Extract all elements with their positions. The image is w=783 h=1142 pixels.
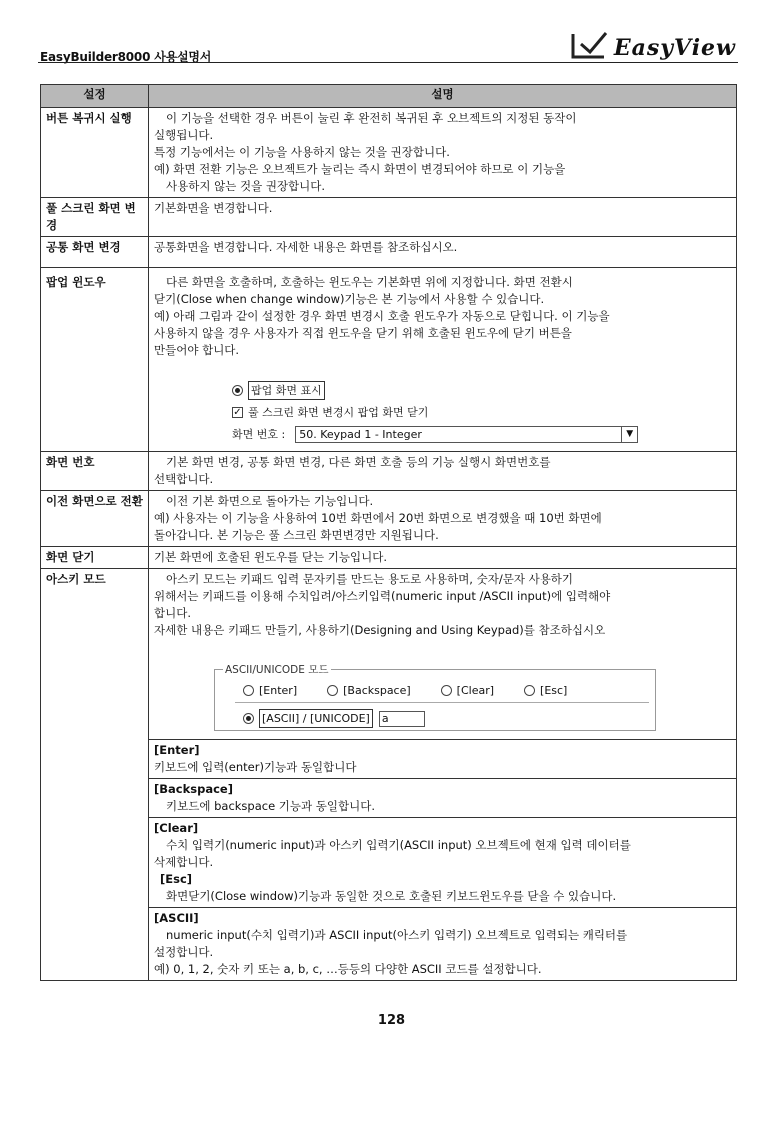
desc-line: 만들어야 합니다. <box>154 343 240 357</box>
desc-line: 예) 사용자는 이 기능을 사용하여 10번 화면에서 20번 화면으로 변경했을 때 10번 화면에 <box>154 511 602 525</box>
desc-line: 예) 아래 그림과 같이 설정한 경우 화면 변경시 호출 윈도우가 자동으로 닫힙니다. 이 기능을 <box>154 309 610 323</box>
desc-line: 삭제합니다. <box>154 855 214 869</box>
setting-description <box>149 268 737 452</box>
subsection-title: [Clear] <box>154 821 199 835</box>
desc-line: 실행됩니다. <box>154 128 214 142</box>
desc-line: 키보드에 backspace 기능과 동일합니다. <box>166 799 375 813</box>
table-row <box>41 569 737 740</box>
screen-number-select[interactable] <box>295 426 638 443</box>
setting-name: 아스키 모드 <box>41 569 149 981</box>
subsection-title: [Backspace] <box>154 782 233 796</box>
table-row <box>41 452 737 491</box>
subsection-title: [ASCII] <box>154 911 199 925</box>
ascii-mode-group <box>214 664 656 731</box>
table-row <box>41 268 737 452</box>
radio-button-icon[interactable] <box>441 685 452 696</box>
desc-line: 예) 0, 1, 2, 숫자 키 또는 a, b, c, …등등의 다양한 ASCII 코드를 설정합니다. <box>154 962 542 976</box>
option-label: [Esc] <box>540 684 568 697</box>
setting-description <box>149 779 737 818</box>
setting-description <box>149 108 737 198</box>
table-header-row <box>41 85 737 108</box>
desc-line: 합니다. <box>154 606 191 620</box>
setting-description <box>149 740 737 779</box>
option-backspace[interactable] <box>327 682 411 699</box>
manual-title: EasyBuilder8000 사용설명서 <box>40 50 212 64</box>
subsection-title: [Esc] <box>160 872 193 886</box>
column-header-setting: 설정 <box>41 85 149 108</box>
radio-button-icon[interactable] <box>243 713 254 724</box>
desc-line: 닫기(Close when change window)기능은 본 기능에서 사용할 수 있습니다. <box>154 292 545 306</box>
setting-description <box>149 818 737 908</box>
ascii-value-field[interactable]: a <box>379 711 425 727</box>
setting-name: 버튼 복귀시 실행 <box>41 108 149 198</box>
radio-button-icon[interactable] <box>243 685 254 696</box>
table-row <box>41 108 737 198</box>
setting-name: 화면 닫기 <box>41 547 149 569</box>
radio-button-icon[interactable] <box>327 685 338 696</box>
setting-name: 풀 스크린 화면 변경 <box>41 198 149 237</box>
desc-line: 설정합니다. <box>154 945 214 959</box>
radio-button-icon[interactable] <box>232 385 243 396</box>
option-label: [Clear] <box>456 684 495 697</box>
desc-line: 아스키 모드는 키패드 입력 문자키를 만드는 용도로 사용하며, 숫자/문자 사용하기 <box>166 572 574 586</box>
screen-number-value: 50. Keypad 1 - Integer <box>299 427 422 441</box>
subsection-title: [Enter] <box>154 743 200 757</box>
desc-line: 이전 기본 화면으로 돌아가는 기능입니다. <box>166 494 374 508</box>
desc-line: 사용하지 않는 것을 권장합니다. <box>166 179 326 193</box>
desc-line: numeric input(수치 입력기)과 ASCII input(아스키 입력기) 오브젝트로 입력되는 캐릭터를 <box>166 928 628 942</box>
desc-line: 자세한 내용은 키패드 만들기, 사용하기(Designing and Using Keypad)를 참조하십시오 <box>154 623 606 637</box>
setting-name: 이전 화면으로 전환 <box>41 491 149 547</box>
dropdown-arrow-icon[interactable]: ▼ <box>621 427 637 442</box>
setting-description <box>149 908 737 981</box>
setting-description <box>149 491 737 547</box>
desc-line: 이 기능을 선택한 경우 버튼이 눌린 후 완전히 복귀된 후 오브젝트의 지정된 동작이 <box>166 111 577 125</box>
page-header <box>38 26 738 64</box>
settings-table <box>40 84 737 981</box>
ascii-options <box>243 682 597 699</box>
setting-description: 기본화면을 변경합니다. <box>149 198 737 237</box>
desc-line: 키보드에 입력(enter)기능과 동일합니다 <box>154 760 357 774</box>
screen-number-row <box>232 423 731 445</box>
popup-checkbox-row[interactable] <box>232 401 731 423</box>
option-clear[interactable] <box>441 682 494 699</box>
popup-radio-row[interactable] <box>232 379 731 401</box>
ascii-group-title: ASCII/UNICODE 모드 <box>223 662 331 679</box>
setting-description: 공통화면을 변경합니다. 자세한 내용은 화면를 참조하십시오. <box>149 237 737 268</box>
setting-name: 공통 화면 변경 <box>41 237 149 268</box>
table-row <box>41 491 737 547</box>
desc-line: 화면닫기(Close window)기능과 동일한 것으로 호출된 키보드윈도우를 닫을 수 있습니다. <box>166 889 617 903</box>
desc-line: 선택합니다. <box>154 472 214 486</box>
desc-line: 특정 기능에서는 이 기능을 사용하지 않는 것을 권장합니다. <box>154 145 450 159</box>
setting-description <box>149 452 737 491</box>
desc-line: 돌아갑니다. 본 기능은 풀 스크린 화면변경만 지원됩니다. <box>154 528 439 542</box>
checkbox-checked-icon[interactable]: ✓ <box>233 406 242 418</box>
setting-name: 팝업 윈도우 <box>41 268 149 452</box>
option-label: [ASCII] / [UNICODE] <box>259 709 373 728</box>
option-esc[interactable] <box>524 682 567 699</box>
page-number: 128 <box>377 1013 406 1028</box>
option-label: [Enter] <box>259 684 298 697</box>
popup-radio-label: 팝업 화면 표시 <box>248 381 325 400</box>
divider <box>235 702 649 703</box>
setting-name: 화면 번호 <box>41 452 149 491</box>
desc-line: 수치 입력기(numeric input)과 아스키 입력기(ASCII input) 오브젝트에 현재 입력 데이터를 <box>166 838 631 852</box>
table-row <box>41 547 737 569</box>
desc-line: 다른 화면을 호출하며, 호출하는 윈도우는 기본화면 위에 지정합니다. 화면 전환시 <box>166 275 573 289</box>
setting-description <box>149 569 737 740</box>
popup-checkbox-label: 풀 스크린 화면 변경시 팝업 화면 닫기 <box>248 405 429 419</box>
screen-number-label: 화면 번호 : <box>232 427 286 441</box>
option-enter[interactable] <box>243 682 297 699</box>
option-ascii[interactable] <box>243 709 425 728</box>
header-rule <box>38 62 738 63</box>
table-row <box>41 237 737 268</box>
desc-line: 예) 화면 전환 기능은 오브젝트가 눌리는 즉시 화면이 변경되어야 하므로 이 기능을 <box>154 162 566 176</box>
desc-line: 위해서는 키패드를 이용해 수치입려/아스키입력(numeric input /ASCII input)에 입력해야 <box>154 589 611 603</box>
column-header-description: 설명 <box>149 85 737 108</box>
setting-description: 기본 화면에 호출된 윈도우를 닫는 기능입니다. <box>149 547 737 569</box>
option-label: [Backspace] <box>343 684 411 697</box>
brand-name: EasyView <box>613 35 736 61</box>
brand-logo <box>570 26 736 60</box>
radio-button-icon[interactable] <box>524 685 535 696</box>
easyview-logo-icon <box>570 30 610 60</box>
popup-settings-panel <box>232 379 731 445</box>
table-row <box>41 198 737 237</box>
desc-line: 기본 화면 변경, 공통 화면 변경, 다른 화면 호출 등의 기능 실행시 화면번호를 <box>166 455 551 469</box>
desc-line: 사용하지 않을 경우 사용자가 직접 윈도우을 닫기 위해 호출된 윈도우에 닫기 버튼을 <box>154 326 572 340</box>
